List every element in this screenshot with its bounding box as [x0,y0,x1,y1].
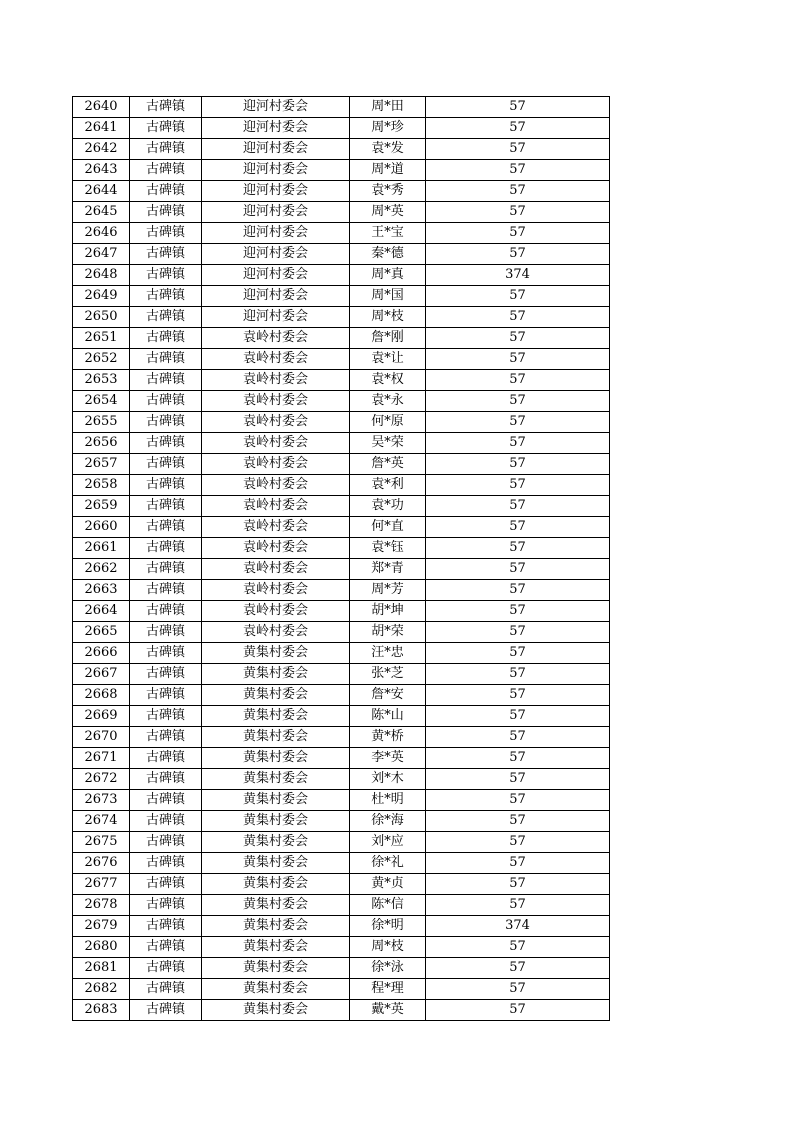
town-cell: 古碑镇 [130,307,202,328]
recipient-name-cell: 刘*应 [350,832,426,853]
row-number-cell: 2649 [73,286,130,307]
recipient-name-cell: 周*枝 [350,307,426,328]
town-cell: 古碑镇 [130,832,202,853]
amount-cell: 57 [426,244,610,265]
row-number-cell: 2674 [73,811,130,832]
recipient-name-cell: 袁*钰 [350,538,426,559]
amount-cell: 57 [426,559,610,580]
recipient-name-cell: 黄*贞 [350,874,426,895]
town-cell: 古碑镇 [130,559,202,580]
row-number-cell: 2672 [73,769,130,790]
table-row [73,433,610,454]
town-cell: 古碑镇 [130,853,202,874]
amount-cell: 57 [426,580,610,601]
amount-cell: 57 [426,433,610,454]
amount-cell: 57 [426,118,610,139]
recipient-name-cell: 徐*礼 [350,853,426,874]
village-committee-cell: 迎河村委会 [202,244,350,265]
recipient-name-cell: 陈*山 [350,706,426,727]
amount-cell: 57 [426,790,610,811]
recipient-name-cell: 詹*英 [350,454,426,475]
town-cell: 古碑镇 [130,97,202,118]
town-cell: 古碑镇 [130,118,202,139]
row-number-cell: 2656 [73,433,130,454]
town-cell: 古碑镇 [130,874,202,895]
row-number-cell: 2644 [73,181,130,202]
row-number-cell: 2643 [73,160,130,181]
table-row [73,202,610,223]
row-number-cell: 2678 [73,895,130,916]
village-committee-cell: 黄集村委会 [202,916,350,937]
town-cell: 古碑镇 [130,412,202,433]
row-number-cell: 2683 [73,1000,130,1021]
row-number-cell: 2668 [73,685,130,706]
row-number-cell: 2677 [73,874,130,895]
village-committee-cell: 袁岭村委会 [202,496,350,517]
row-number-cell: 2659 [73,496,130,517]
village-committee-cell: 黄集村委会 [202,832,350,853]
village-committee-cell: 迎河村委会 [202,286,350,307]
amount-cell: 57 [426,601,610,622]
table-row [73,559,610,580]
row-number-cell: 2650 [73,307,130,328]
row-number-cell: 2647 [73,244,130,265]
village-committee-cell: 袁岭村委会 [202,370,350,391]
village-committee-cell: 黄集村委会 [202,643,350,664]
recipient-name-cell: 袁*永 [350,391,426,412]
amount-cell: 57 [426,727,610,748]
table-row [73,664,610,685]
amount-cell: 57 [426,937,610,958]
village-committee-cell: 迎河村委会 [202,307,350,328]
table-row [73,328,610,349]
table-row [73,349,610,370]
village-committee-cell: 迎河村委会 [202,265,350,286]
row-number-cell: 2642 [73,139,130,160]
roster-table-body [73,97,610,1021]
town-cell: 古碑镇 [130,496,202,517]
village-committee-cell: 袁岭村委会 [202,433,350,454]
recipient-name-cell: 程*理 [350,979,426,1000]
town-cell: 古碑镇 [130,349,202,370]
row-number-cell: 2680 [73,937,130,958]
table-row [73,1000,610,1021]
amount-cell: 57 [426,160,610,181]
amount-cell: 57 [426,874,610,895]
town-cell: 古碑镇 [130,748,202,769]
amount-cell: 57 [426,181,610,202]
recipient-name-cell: 杜*明 [350,790,426,811]
amount-cell: 57 [426,769,610,790]
table-row [73,160,610,181]
recipient-name-cell: 何*原 [350,412,426,433]
amount-cell: 57 [426,391,610,412]
village-committee-cell: 迎河村委会 [202,223,350,244]
amount-cell: 57 [426,475,610,496]
town-cell: 古碑镇 [130,580,202,601]
town-cell: 古碑镇 [130,370,202,391]
row-number-cell: 2640 [73,97,130,118]
table-row [73,601,610,622]
table-row [73,727,610,748]
table-row [73,475,610,496]
recipient-name-cell: 袁*让 [350,349,426,370]
village-committee-cell: 袁岭村委会 [202,622,350,643]
recipient-name-cell: 郑*青 [350,559,426,580]
table-row [73,223,610,244]
recipient-name-cell: 吴*荣 [350,433,426,454]
row-number-cell: 2661 [73,538,130,559]
town-cell: 古碑镇 [130,160,202,181]
row-number-cell: 2669 [73,706,130,727]
village-committee-cell: 袁岭村委会 [202,349,350,370]
table-row [73,286,610,307]
table-row [73,454,610,475]
town-cell: 古碑镇 [130,811,202,832]
table-row [73,391,610,412]
amount-cell: 57 [426,412,610,433]
row-number-cell: 2666 [73,643,130,664]
table-row [73,118,610,139]
village-committee-cell: 袁岭村委会 [202,475,350,496]
table-row [73,895,610,916]
town-cell: 古碑镇 [130,517,202,538]
town-cell: 古碑镇 [130,937,202,958]
table-row [73,958,610,979]
recipient-name-cell: 胡*坤 [350,601,426,622]
recipient-name-cell: 胡*荣 [350,622,426,643]
amount-cell: 57 [426,223,610,244]
town-cell: 古碑镇 [130,685,202,706]
town-cell: 古碑镇 [130,643,202,664]
town-cell: 古碑镇 [130,328,202,349]
row-number-cell: 2658 [73,475,130,496]
town-cell: 古碑镇 [130,139,202,160]
town-cell: 古碑镇 [130,286,202,307]
town-cell: 古碑镇 [130,475,202,496]
recipient-name-cell: 秦*德 [350,244,426,265]
table-row [73,580,610,601]
row-number-cell: 2645 [73,202,130,223]
table-row [73,874,610,895]
amount-cell: 57 [426,853,610,874]
amount-cell: 57 [426,895,610,916]
amount-cell: 57 [426,517,610,538]
row-number-cell: 2655 [73,412,130,433]
recipient-name-cell: 周*道 [350,160,426,181]
table-row [73,979,610,1000]
amount-cell: 57 [426,139,610,160]
village-committee-cell: 黄集村委会 [202,958,350,979]
recipient-name-cell: 陈*信 [350,895,426,916]
table-row [73,916,610,937]
town-cell: 古碑镇 [130,601,202,622]
village-committee-cell: 黄集村委会 [202,937,350,958]
town-cell: 古碑镇 [130,538,202,559]
town-cell: 古碑镇 [130,391,202,412]
recipient-name-cell: 何*直 [350,517,426,538]
row-number-cell: 2662 [73,559,130,580]
row-number-cell: 2660 [73,517,130,538]
village-committee-cell: 袁岭村委会 [202,538,350,559]
amount-cell: 57 [426,286,610,307]
town-cell: 古碑镇 [130,958,202,979]
village-committee-cell: 黄集村委会 [202,1000,350,1021]
town-cell: 古碑镇 [130,433,202,454]
town-cell: 古碑镇 [130,790,202,811]
village-committee-cell: 袁岭村委会 [202,328,350,349]
recipient-name-cell: 李*英 [350,748,426,769]
row-number-cell: 2681 [73,958,130,979]
recipient-name-cell: 周*珍 [350,118,426,139]
recipient-name-cell: 黄*桥 [350,727,426,748]
village-committee-cell: 袁岭村委会 [202,517,350,538]
village-committee-cell: 袁岭村委会 [202,601,350,622]
recipient-name-cell: 王*宝 [350,223,426,244]
row-number-cell: 2653 [73,370,130,391]
table-row [73,685,610,706]
village-committee-cell: 袁岭村委会 [202,391,350,412]
table-row [73,748,610,769]
recipient-name-cell: 周*真 [350,265,426,286]
recipient-name-cell: 周*英 [350,202,426,223]
village-committee-cell: 黄集村委会 [202,748,350,769]
table-row [73,412,610,433]
roster-table [72,96,610,1021]
table-row [73,97,610,118]
table-row [73,937,610,958]
village-committee-cell: 黄集村委会 [202,685,350,706]
recipient-name-cell: 袁*发 [350,139,426,160]
village-committee-cell: 迎河村委会 [202,139,350,160]
village-committee-cell: 黄集村委会 [202,790,350,811]
recipient-name-cell: 袁*权 [350,370,426,391]
table-row [73,370,610,391]
village-committee-cell: 迎河村委会 [202,181,350,202]
table-row [73,517,610,538]
recipient-name-cell: 詹*安 [350,685,426,706]
row-number-cell: 2651 [73,328,130,349]
recipient-name-cell: 周*国 [350,286,426,307]
town-cell: 古碑镇 [130,181,202,202]
village-committee-cell: 袁岭村委会 [202,559,350,580]
recipient-name-cell: 袁*功 [350,496,426,517]
table-row [73,244,610,265]
row-number-cell: 2663 [73,580,130,601]
row-number-cell: 2671 [73,748,130,769]
town-cell: 古碑镇 [130,664,202,685]
amount-cell: 374 [426,265,610,286]
row-number-cell: 2679 [73,916,130,937]
recipient-name-cell: 徐*海 [350,811,426,832]
amount-cell: 57 [426,454,610,475]
village-committee-cell: 迎河村委会 [202,118,350,139]
amount-cell: 57 [426,748,610,769]
recipient-name-cell: 袁*秀 [350,181,426,202]
amount-cell: 57 [426,832,610,853]
row-number-cell: 2654 [73,391,130,412]
town-cell: 古碑镇 [130,223,202,244]
amount-cell: 57 [426,622,610,643]
table-row [73,853,610,874]
row-number-cell: 2641 [73,118,130,139]
village-committee-cell: 黄集村委会 [202,769,350,790]
village-committee-cell: 迎河村委会 [202,160,350,181]
town-cell: 古碑镇 [130,622,202,643]
village-committee-cell: 袁岭村委会 [202,454,350,475]
town-cell: 古碑镇 [130,202,202,223]
recipient-name-cell: 詹*刚 [350,328,426,349]
amount-cell: 57 [426,685,610,706]
amount-cell: 57 [426,370,610,391]
village-committee-cell: 黄集村委会 [202,706,350,727]
amount-cell: 57 [426,1000,610,1021]
table-row [73,832,610,853]
row-number-cell: 2646 [73,223,130,244]
table-row [73,622,610,643]
town-cell: 古碑镇 [130,1000,202,1021]
table-row [73,538,610,559]
row-number-cell: 2665 [73,622,130,643]
village-committee-cell: 黄集村委会 [202,874,350,895]
table-row [73,790,610,811]
table-row [73,769,610,790]
amount-cell: 57 [426,958,610,979]
recipient-name-cell: 周*枝 [350,937,426,958]
amount-cell: 57 [426,643,610,664]
row-number-cell: 2664 [73,601,130,622]
amount-cell: 57 [426,496,610,517]
amount-cell: 57 [426,307,610,328]
table-row [73,811,610,832]
recipient-name-cell: 张*芝 [350,664,426,685]
village-committee-cell: 黄集村委会 [202,895,350,916]
recipient-name-cell: 徐*明 [350,916,426,937]
recipient-name-cell: 周*芳 [350,580,426,601]
row-number-cell: 2652 [73,349,130,370]
row-number-cell: 2667 [73,664,130,685]
row-number-cell: 2673 [73,790,130,811]
table-row [73,139,610,160]
row-number-cell: 2676 [73,853,130,874]
town-cell: 古碑镇 [130,265,202,286]
table-row [73,496,610,517]
amount-cell: 57 [426,202,610,223]
row-number-cell: 2648 [73,265,130,286]
town-cell: 古碑镇 [130,706,202,727]
village-committee-cell: 袁岭村委会 [202,412,350,433]
amount-cell: 57 [426,979,610,1000]
row-number-cell: 2670 [73,727,130,748]
town-cell: 古碑镇 [130,244,202,265]
recipient-name-cell: 袁*利 [350,475,426,496]
amount-cell: 374 [426,916,610,937]
town-cell: 古碑镇 [130,916,202,937]
village-committee-cell: 黄集村委会 [202,811,350,832]
village-committee-cell: 黄集村委会 [202,979,350,1000]
village-committee-cell: 袁岭村委会 [202,580,350,601]
amount-cell: 57 [426,538,610,559]
amount-cell: 57 [426,349,610,370]
village-committee-cell: 迎河村委会 [202,97,350,118]
recipient-name-cell: 汪*忠 [350,643,426,664]
row-number-cell: 2675 [73,832,130,853]
town-cell: 古碑镇 [130,454,202,475]
table-row [73,643,610,664]
amount-cell: 57 [426,811,610,832]
row-number-cell: 2682 [73,979,130,1000]
amount-cell: 57 [426,97,610,118]
recipient-name-cell: 戴*英 [350,1000,426,1021]
recipient-name-cell: 周*田 [350,97,426,118]
amount-cell: 57 [426,706,610,727]
amount-cell: 57 [426,328,610,349]
recipient-name-cell: 刘*木 [350,769,426,790]
village-committee-cell: 迎河村委会 [202,202,350,223]
amount-cell: 57 [426,664,610,685]
town-cell: 古碑镇 [130,979,202,1000]
table-row [73,181,610,202]
table-row [73,265,610,286]
table-row [73,307,610,328]
town-cell: 古碑镇 [130,769,202,790]
village-committee-cell: 黄集村委会 [202,727,350,748]
town-cell: 古碑镇 [130,895,202,916]
table-row [73,706,610,727]
recipient-name-cell: 徐*泳 [350,958,426,979]
village-committee-cell: 黄集村委会 [202,853,350,874]
town-cell: 古碑镇 [130,727,202,748]
row-number-cell: 2657 [73,454,130,475]
village-committee-cell: 黄集村委会 [202,664,350,685]
